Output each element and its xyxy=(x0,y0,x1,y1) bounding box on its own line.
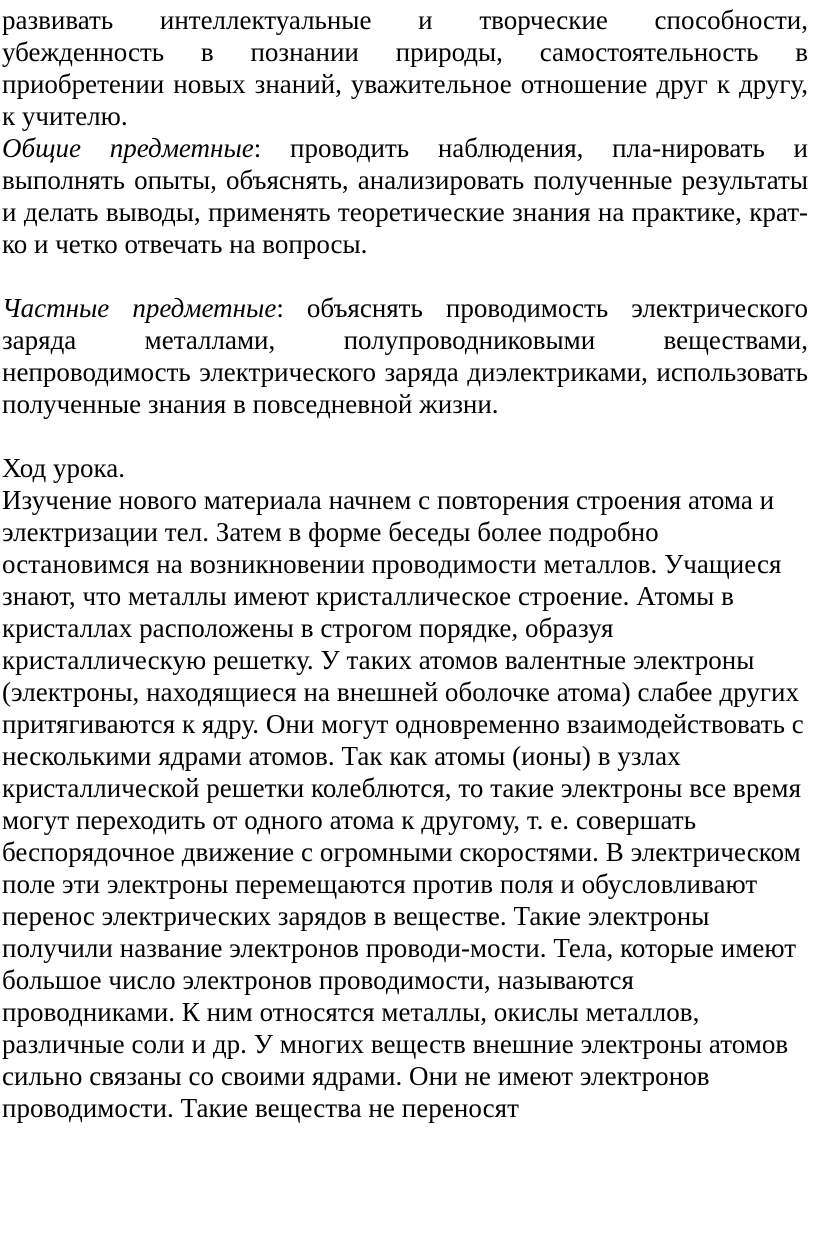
lesson-progress-heading xyxy=(2,452,808,484)
paragraph-general-subject-skills xyxy=(2,132,808,260)
new-material-text: Изучение нового материала начнем с повторения строения атома и электризации тел. Затем в форме беседы более подробно остановимся на возникновении проводимости металлов. Учащиеся знают, что металлы имеют кристаллическое строение. Атомы в кристаллах расположены в строгом порядке, образуя кристаллическую решетку. У таких атомов валентные электроны (электроны, находящиеся на внешней оболочке атома) слабее других притягиваются к ядру. Они могут одновременно взаимодействовать с несколькими ядрами атомов. Так как атомы (ионы) в узлах кристаллической решетки колеблются, то такие электроны все время могут переходить от одного атома к другому, т. е. совершать беспорядочное движение с огромными скоростями. В электрическом поле эти электроны перемещаются против поля и обусловливают перенос электрических зарядов в веществе. Такие электроны получили название электронов проводи-мости. Тела, которые имеют большое число электронов проводимости, называются проводниками. К ним относятся металлы, окислы металлов, различные соли и др. У многих веществ внешние электроны атомов сильно связаны со своими ядрами. Они не имеют электронов проводимости. Такие вещества не переносят xyxy=(2,485,804,1123)
specific-subject-text: : объяснять проводимость электрического заряда металлами, полупроводниковыми веществами, непроводимость электрического заряда диэлектриками, использовать полученные знания в повседневной жизни. xyxy=(2,293,808,419)
paragraph-specific-subject-skills xyxy=(2,292,808,420)
general-subject-label: Общие предметные xyxy=(2,133,254,163)
general-subject-text: : проводить наблюдения, пла-нировать и выполнять опыты, объяснять, анализировать полученные результаты и делать выводы, применять теоретические знания на практике, крат- ко и четко отвечать на вопросы. xyxy=(2,133,809,259)
paragraph-new-material xyxy=(2,484,810,1124)
lesson-progress-text: Ход урока. xyxy=(2,453,125,483)
paragraph-abilities-text: развивать интеллектуальные и творческие способности, убежденность в познании природы, самостоятельность в приобретении новых знаний, уважительное отношение друг к другу, к учителю. xyxy=(2,5,808,131)
paragraph-abilities xyxy=(2,4,808,132)
specific-subject-label: Частные предметные xyxy=(2,293,277,323)
